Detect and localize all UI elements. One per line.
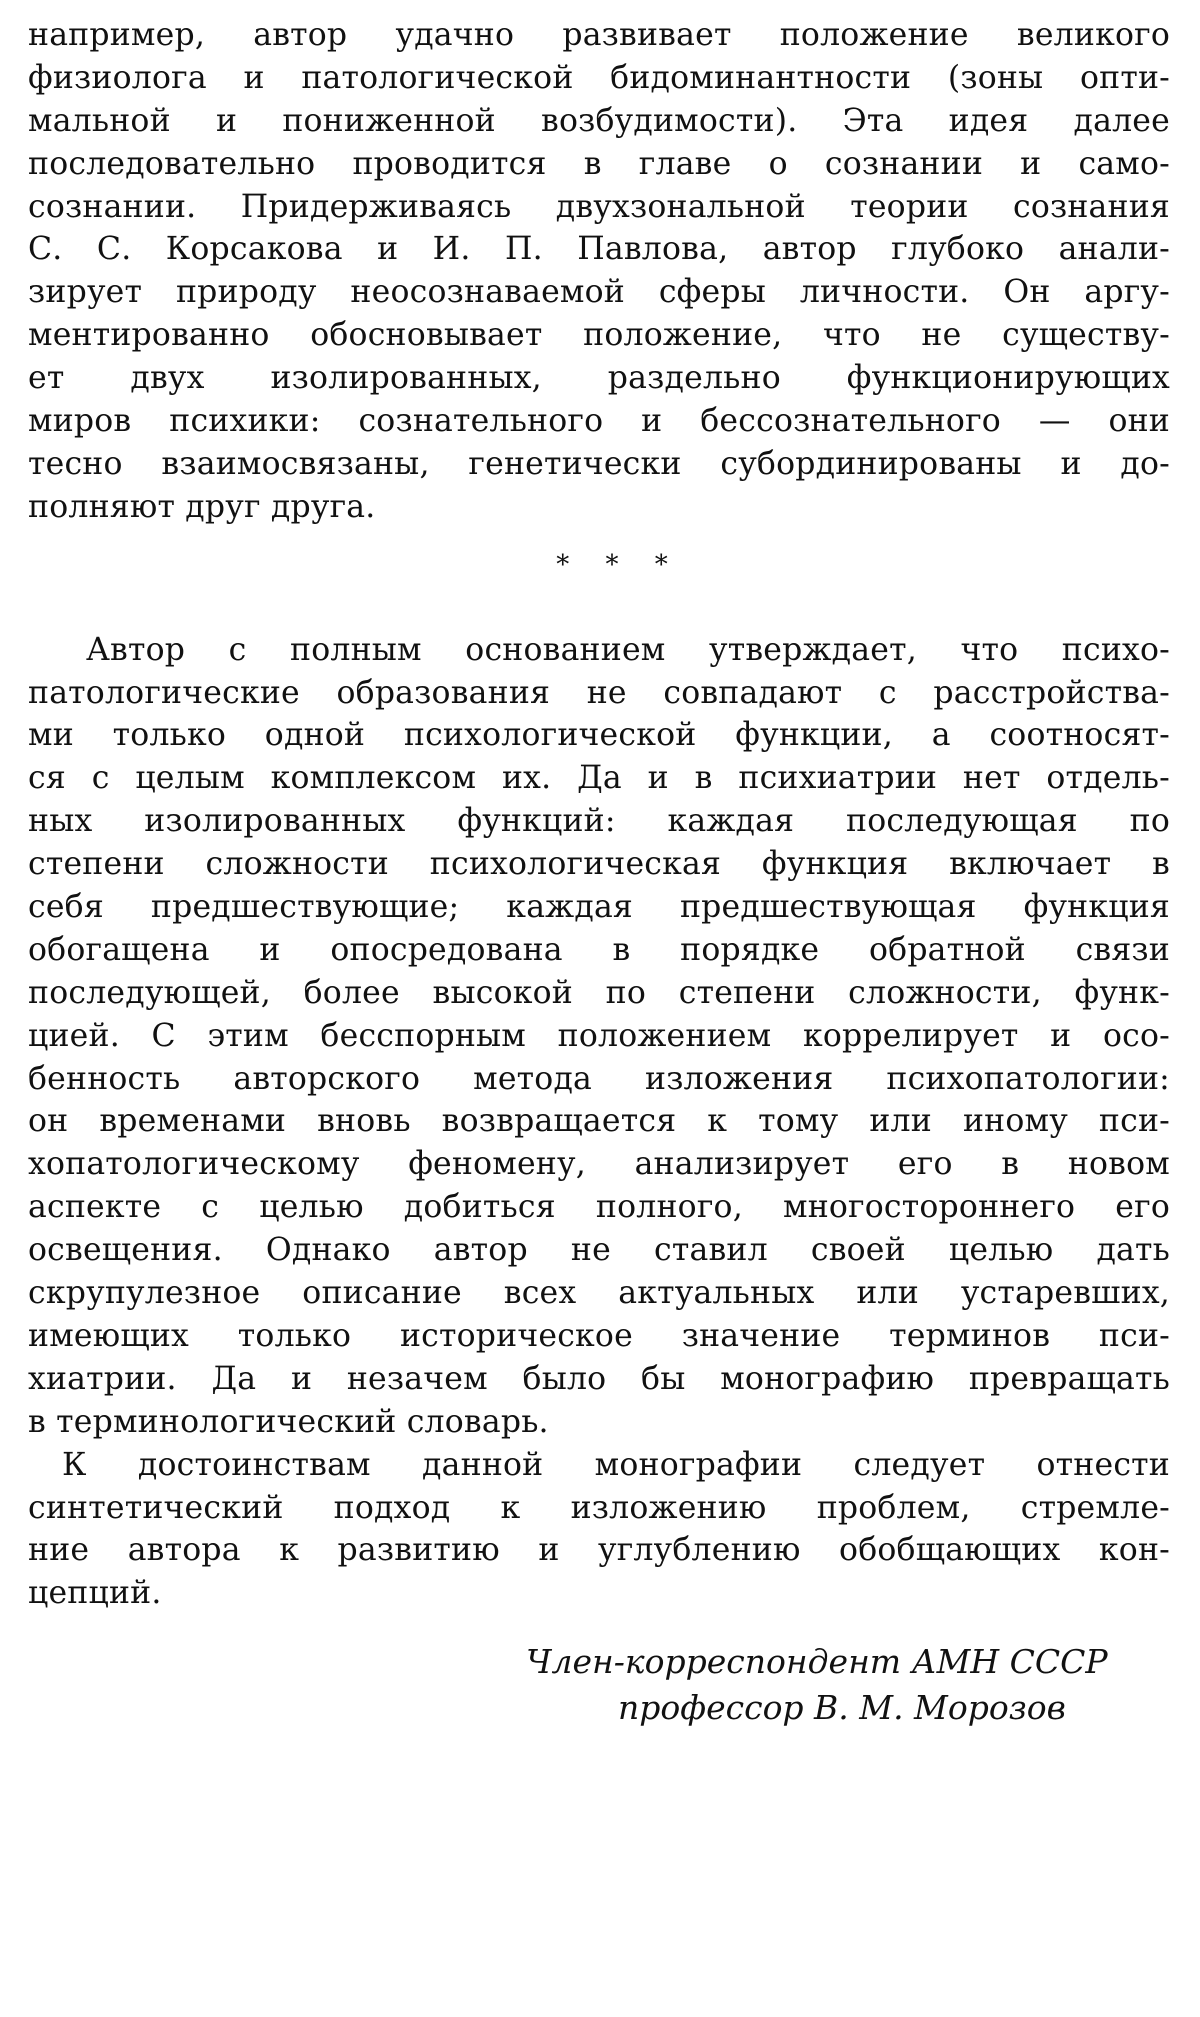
- text-line: последовательно проводится в главе о сознании и само-: [28, 145, 1170, 182]
- signature-title: Член-корреспондент АМН СССР: [526, 1642, 1108, 1681]
- text-line: например, автор удачно развивает положение великого: [28, 17, 1170, 53]
- text-line: аспекте с целью добиться полного, многостороннего его: [28, 1189, 1170, 1226]
- signature-block: [28, 1639, 1170, 1731]
- text-line: бенность авторского метода изложения психопатологии:: [28, 1060, 1170, 1097]
- text-line: хиатрии. Да и незачем было бы монографию превращать: [28, 1360, 1170, 1397]
- text-line: ментированно обосновывает положение, что не существу-: [28, 317, 1170, 354]
- paragraph-3: [28, 1444, 1170, 1616]
- text-line: цепций.: [28, 1575, 162, 1612]
- text-line: К достоинствам данной монографии следует отнести: [62, 1446, 1170, 1483]
- text-line: освещения. Однако автор не ставил своей целью дать: [28, 1232, 1170, 1269]
- text-line: полняют друг друга.: [28, 488, 376, 525]
- text-line: сознании. Придерживаясь двухзональной теории сознания: [28, 188, 1170, 225]
- text-line: физиолога и патологической бидоминантности (зоны опти-: [28, 59, 1170, 96]
- text-line: синтетический подход к изложению проблем, стремле-: [28, 1489, 1170, 1526]
- paragraph-1: [28, 14, 1170, 529]
- text-line: хопатологическому феномену, анализирует его в новом: [28, 1146, 1170, 1183]
- text-line: ся с целым комплексом их. Да и в психиатрии нет отдель-: [28, 760, 1170, 797]
- text-line: он временами вновь возвращается к тому или иному пси-: [28, 1103, 1170, 1140]
- text-line: патологические образования не совпадают с расстройства-: [28, 674, 1170, 711]
- text-line: обогащена и опосредована в порядке обратной связи: [28, 931, 1170, 968]
- text-line: ми только одной психологической функции, а соотносят-: [28, 717, 1170, 754]
- text-line: тесно взаимосвязаны, генетически субординированы и до-: [28, 445, 1170, 482]
- text-line: С. С. Корсакова и И. П. Павлова, автор глубоко анали-: [28, 231, 1170, 268]
- text-line: зирует природу неосознаваемой сферы личности. Он аргу-: [28, 274, 1170, 311]
- text-line: ных изолированных функций: каждая последующая по: [28, 803, 1170, 840]
- section-divider: * * *: [556, 549, 682, 580]
- text-line: скрупулезное описание всех актуальных или устаревших,: [28, 1275, 1170, 1312]
- text-line: цией. С этим бесспорным положением коррелирует и осо-: [28, 1017, 1170, 1054]
- text-line: в терминологический словарь.: [28, 1403, 549, 1440]
- text-line: ние автора к развитию и углублению обобщающих кон-: [28, 1532, 1170, 1569]
- paragraph-2: [28, 629, 1170, 1444]
- document-page: [28, 14, 1170, 1727]
- signature-name: профессор В. М. Морозов: [618, 1688, 1066, 1727]
- text-line: степени сложности психологическая функция включает в: [28, 846, 1170, 883]
- text-line: последующей, более высокой по степени сложности, функ-: [28, 974, 1170, 1011]
- text-line: ет двух изолированных, раздельно функционирующих: [28, 360, 1170, 397]
- text-line: себя предшествующие; каждая предшествующая функция: [28, 889, 1170, 926]
- text-line: мальной и пониженной возбудимости). Эта идея далее: [28, 102, 1170, 139]
- text-line: Автор с полным основанием утверждает, что психо-: [86, 631, 1170, 668]
- text-line: миров психики: сознательного и бессознательного — они: [28, 403, 1170, 440]
- text-line: имеющих только историческое значение терминов пси-: [28, 1317, 1170, 1354]
